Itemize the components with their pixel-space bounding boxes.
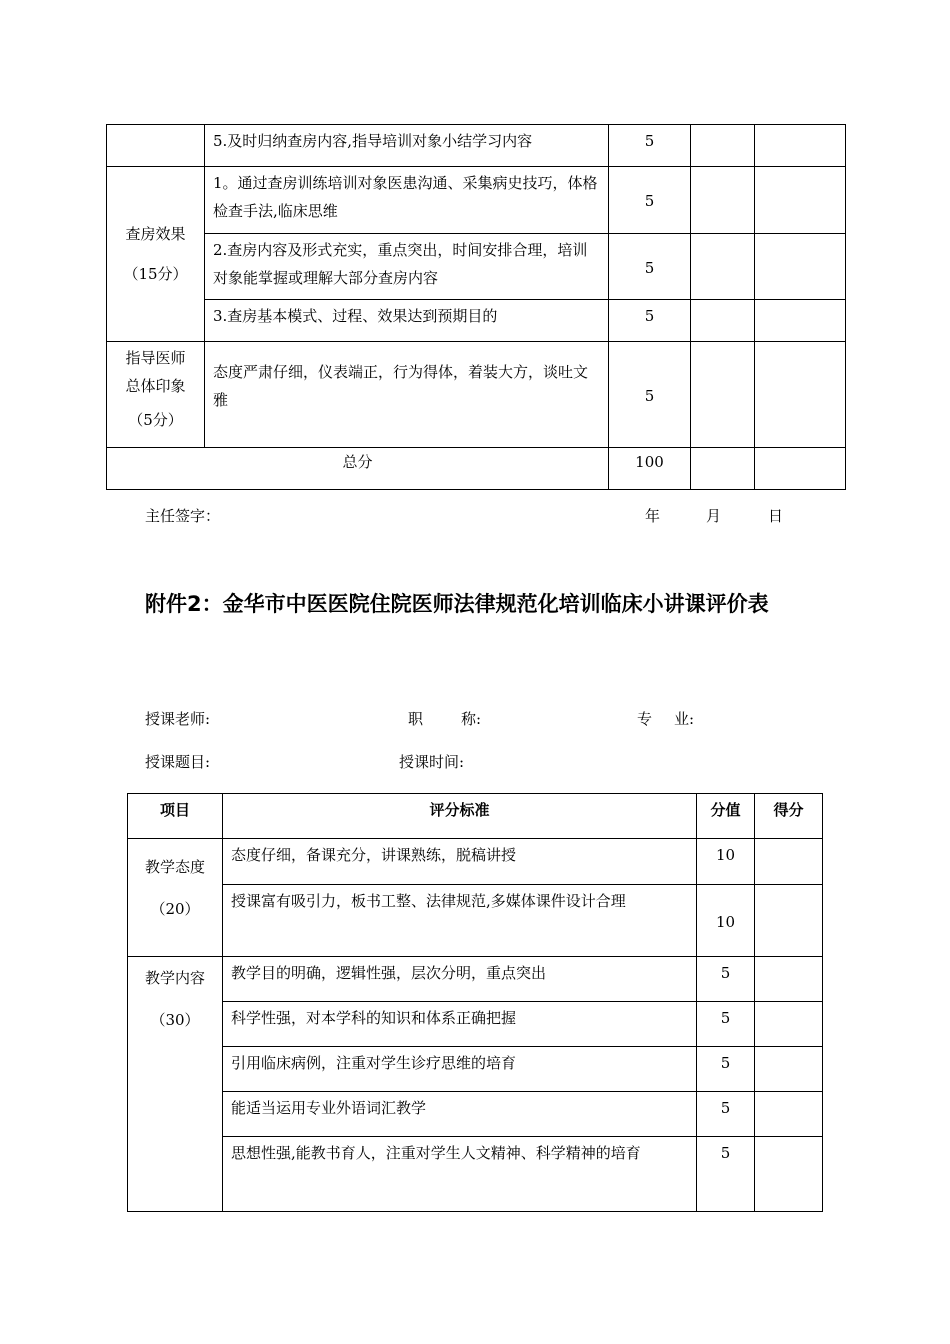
- table-row: [128, 1002, 823, 1047]
- header-item: 项目: [128, 794, 223, 839]
- points-cell: 5: [697, 1092, 755, 1137]
- score-cell[interactable]: [755, 167, 846, 234]
- date-day-label: 日: [768, 507, 784, 525]
- page-title: 附件2：金华市中医医院住院医师法律规范化培训临床小讲课评价表: [145, 592, 769, 616]
- score-cell[interactable]: [691, 167, 755, 234]
- points-cell: 5: [609, 234, 691, 300]
- header-criteria: 评分标准: [223, 794, 697, 839]
- header-points: 分值: [697, 794, 755, 839]
- points-cell: 5: [697, 1047, 755, 1092]
- score-cell[interactable]: [755, 448, 846, 490]
- score-cell[interactable]: [691, 125, 755, 167]
- criterion-cell: 态度仔细，备课充分，讲课熟练，脱稿讲授: [223, 839, 697, 885]
- table-header-row: [128, 794, 823, 839]
- points-cell: 5: [697, 1002, 755, 1047]
- lecture-evaluation-table: [127, 793, 823, 1212]
- points-cell: 5: [697, 1137, 755, 1212]
- category-score: （30）: [150, 1011, 200, 1029]
- director-signature-label: 主任签字：: [145, 507, 221, 525]
- score-cell[interactable]: [755, 125, 846, 167]
- criterion-cell: 5.及时归纳查房内容,指导培训对象小结学习内容: [205, 125, 609, 167]
- total-points: 100: [609, 448, 691, 490]
- category-score: （20）: [150, 900, 200, 918]
- category-score: （15分）: [123, 265, 188, 283]
- score-cell[interactable]: [755, 342, 846, 448]
- score-cell[interactable]: [755, 1002, 823, 1047]
- score-cell[interactable]: [691, 300, 755, 342]
- score-cell[interactable]: [755, 1137, 823, 1212]
- table-row: [107, 125, 846, 167]
- header-score: 得分: [755, 794, 823, 839]
- score-cell[interactable]: [691, 448, 755, 490]
- score-cell[interactable]: [755, 300, 846, 342]
- category-cell: [107, 125, 205, 167]
- criterion-cell: 教学目的明确，逻辑性强，层次分明，重点突出: [223, 957, 697, 1002]
- score-cell[interactable]: [755, 1047, 823, 1092]
- score-cell[interactable]: [691, 234, 755, 300]
- major-field-label-part2: 业:: [674, 710, 695, 728]
- category-label: 教学内容: [144, 969, 205, 987]
- points-cell: 10: [697, 839, 755, 885]
- table-row: [128, 1092, 823, 1137]
- criterion-cell: 授课富有吸引力，板书工整、法律规范,多媒体课件设计合理: [223, 885, 697, 957]
- topic-field-label: 授课题目:: [145, 753, 211, 771]
- category-label: 教学态度: [144, 858, 205, 876]
- table-row: [107, 167, 846, 234]
- score-cell[interactable]: [691, 342, 755, 448]
- category-cell: [107, 342, 205, 448]
- criterion-cell: 科学性强，对本学科的知识和体系正确把握: [223, 1002, 697, 1047]
- category-cell: [107, 167, 205, 342]
- score-cell[interactable]: [755, 234, 846, 300]
- time-field-label: 授课时间:: [399, 753, 465, 771]
- total-label: 总分: [107, 448, 609, 490]
- table-row: [128, 1047, 823, 1092]
- major-field-label-part1: 专: [637, 710, 653, 728]
- criterion-cell: 能适当运用专业外语词汇教学: [223, 1092, 697, 1137]
- table-row: [128, 839, 823, 885]
- table-row: [107, 448, 846, 490]
- points-cell: 5: [609, 125, 691, 167]
- points-cell: 5: [609, 300, 691, 342]
- score-cell[interactable]: [755, 839, 823, 885]
- category-label: 指导医师: [125, 349, 186, 367]
- points-cell: 10: [697, 885, 755, 957]
- category-label: 查房效果: [125, 225, 186, 243]
- table-row: [128, 885, 823, 957]
- table-row: [107, 234, 846, 300]
- rounds-evaluation-table: [106, 124, 846, 490]
- criterion-cell: 2.查房内容及形式充实，重点突出，时间安排合理，培训对象能掌握或理解大部分查房内容: [205, 234, 609, 300]
- criterion-cell: 1。通过查房训练培训对象医患沟通、采集病史技巧，体格检查手法,临床思维: [205, 167, 609, 234]
- category-score: （5分）: [128, 411, 183, 429]
- score-cell[interactable]: [755, 885, 823, 957]
- points-cell: 5: [609, 342, 691, 448]
- date-year-label: 年: [645, 507, 661, 525]
- table-row: [107, 300, 846, 342]
- points-cell: 5: [697, 957, 755, 1002]
- points-cell: 5: [609, 167, 691, 234]
- score-cell[interactable]: [755, 1092, 823, 1137]
- title-field-label-part2: 称:: [461, 710, 482, 728]
- criterion-cell: 引用临床病例，注重对学生诊疗思维的培育: [223, 1047, 697, 1092]
- table-row: [128, 1137, 823, 1212]
- criterion-cell: 3.查房基本模式、过程、效果达到预期目的: [205, 300, 609, 342]
- date-month-label: 月: [706, 507, 722, 525]
- category-cell: [128, 957, 223, 1212]
- criterion-cell: 思想性强,能教书育人，注重对学生人文精神、科学精神的培育: [223, 1137, 697, 1212]
- title-field-label-part1: 职: [408, 710, 424, 728]
- category-cell: [128, 839, 223, 957]
- table-row: [128, 957, 823, 1002]
- score-cell[interactable]: [755, 957, 823, 1002]
- table-row: [107, 342, 846, 448]
- criterion-cell: 态度严肃仔细，仪表端正，行为得体，着装大方，谈吐文雅: [205, 342, 609, 448]
- category-label: 总体印象: [125, 377, 186, 395]
- teacher-field-label: 授课老师:: [145, 710, 211, 728]
